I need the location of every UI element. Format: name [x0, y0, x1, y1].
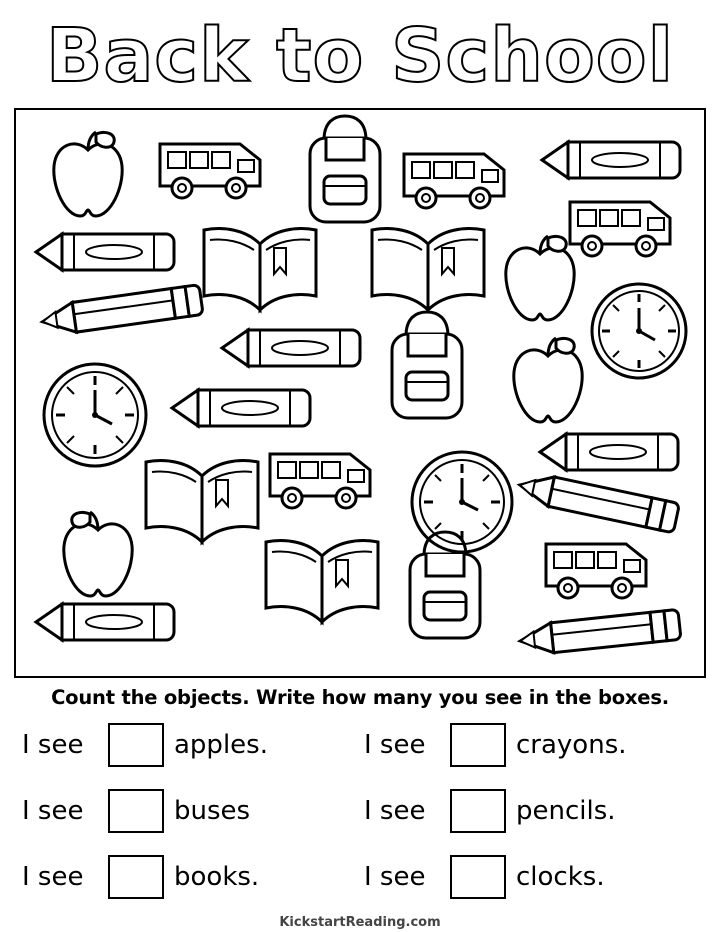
- page-title: Back to School: [45, 13, 675, 99]
- title-bar: [0, 0, 720, 108]
- bus-icon: [398, 140, 510, 222]
- crayon-icon: [532, 430, 682, 474]
- picture-panel: [14, 108, 706, 678]
- answer-noun: crayons.: [516, 730, 627, 760]
- answer-row: [22, 785, 356, 837]
- bus-icon: [264, 440, 376, 522]
- answer-row: [22, 719, 356, 771]
- i-see-label: I see: [22, 796, 84, 826]
- footer-credit: KickstartReading.com: [279, 915, 441, 930]
- apple-icon: [52, 508, 144, 604]
- answer-noun: buses: [174, 796, 251, 826]
- count-input-crayons[interactable]: [450, 723, 506, 767]
- crayon-icon: [534, 138, 684, 182]
- answer-row: [364, 719, 698, 771]
- crayon-icon: [164, 386, 314, 430]
- book-icon: [258, 530, 386, 630]
- apple-icon: [42, 128, 134, 224]
- book-icon: [138, 450, 266, 550]
- i-see-label: I see: [364, 862, 426, 892]
- clock-icon: [588, 280, 690, 382]
- crayon-icon: [28, 600, 178, 644]
- instruction-text: Count the objects. Write how many you see in the boxes.: [51, 686, 669, 709]
- count-input-buses[interactable]: [108, 789, 164, 833]
- book-icon: [196, 218, 324, 318]
- count-input-apples[interactable]: [108, 723, 164, 767]
- bus-icon: [154, 130, 266, 212]
- backpack-icon: [404, 530, 486, 646]
- crayon-icon: [214, 326, 364, 370]
- answer-row: [22, 851, 356, 903]
- answer-noun: books.: [174, 862, 260, 892]
- pencil-icon: [506, 601, 688, 667]
- answer-row: [364, 785, 698, 837]
- apple-icon: [502, 334, 594, 430]
- bus-icon: [564, 188, 676, 270]
- count-input-pencils[interactable]: [450, 789, 506, 833]
- i-see-label: I see: [364, 796, 426, 826]
- bus-icon: [540, 530, 652, 612]
- answer-noun: pencils.: [516, 796, 616, 826]
- backpack-icon: [304, 114, 386, 230]
- answer-grid: [0, 719, 720, 903]
- i-see-label: I see: [22, 862, 84, 892]
- crayon-icon: [28, 230, 178, 274]
- count-input-clocks[interactable]: [450, 855, 506, 899]
- answer-noun: apples.: [174, 730, 268, 760]
- i-see-label: I see: [364, 730, 426, 760]
- clock-icon: [40, 360, 150, 470]
- count-input-books[interactable]: [108, 855, 164, 899]
- backpack-icon: [386, 310, 468, 426]
- book-icon: [364, 218, 492, 318]
- pencil-icon: [28, 276, 211, 348]
- answer-noun: clocks.: [516, 862, 605, 892]
- answer-row: [364, 851, 698, 903]
- i-see-label: I see: [22, 730, 84, 760]
